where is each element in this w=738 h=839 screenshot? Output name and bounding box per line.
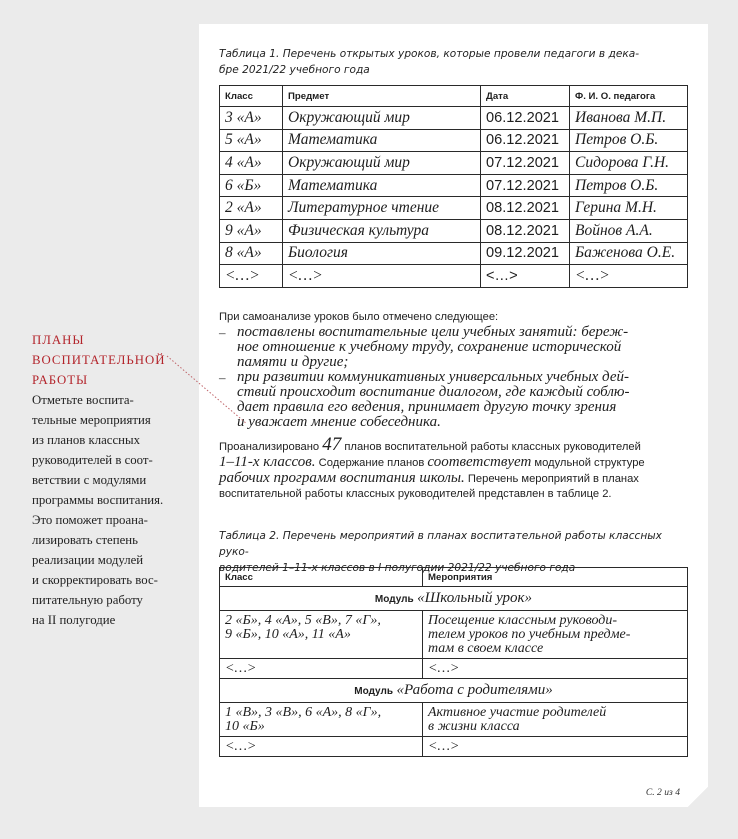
sidebar-title-line: ПЛАНЫ <box>32 333 85 347</box>
class-cell: 6 «Б» <box>220 174 283 197</box>
cell-line: Активное участие родителей <box>428 705 607 720</box>
summary-line: воспитательной работы классных руководителей представлен в таблице 2. <box>219 488 612 500</box>
sidebar-text-line: из планов классных <box>32 433 140 447</box>
sidebar-text-line: руководителей в соот- <box>32 453 153 467</box>
caption-line: водителей 1–11-х классов в I полугодии 2021/22 учебного года <box>219 562 576 574</box>
sidebar-title-line: ВОСПИТАТЕЛЬНОЙ <box>32 353 166 367</box>
list-item-line: – при развитии коммуникативных универсальных учебных дей- <box>237 369 629 385</box>
list-item-line: – поставлены воспитательные цели учебных занятий: береж- <box>237 324 629 340</box>
teacher-cell: Баженова О.Е. <box>570 242 688 265</box>
date-cell: 08.12.2021 <box>481 219 570 242</box>
class-cell: 2 «А» <box>220 197 283 220</box>
cell-line: 1 «В», 3 «В», 6 «А», 8 «Г», <box>225 705 382 720</box>
sidebar-text-line: питательную работу <box>32 593 143 607</box>
sidebar-text-line: на II полугодие <box>32 613 116 627</box>
list-item-line: дает правила его ведения, принимает другую точку зрения <box>237 399 617 415</box>
summary-text: Содержание планов <box>315 457 428 469</box>
class-cell: 9 «А» <box>220 219 283 242</box>
subject-cell: Математика <box>283 174 481 197</box>
subject-cell: Биология <box>283 242 481 265</box>
teacher-cell: Петров О.Б. <box>570 129 688 152</box>
column-header: Мероприятия <box>423 568 688 587</box>
sidebar-text-line: Это поможет проана- <box>32 513 148 527</box>
teacher-cell: Сидорова Г.Н. <box>570 152 688 175</box>
plans-count: 47 <box>322 434 342 455</box>
teacher-cell: Петров О.Б. <box>570 174 688 197</box>
class-cell: 4 «А» <box>220 152 283 175</box>
date-cell: 06.12.2021 <box>481 107 570 130</box>
ellipsis-cell: <…> <box>423 737 688 757</box>
summary-text: Проанализировано <box>219 441 323 453</box>
subject-cell: Окружающий мир <box>283 107 481 130</box>
teacher-cell: <…> <box>570 265 688 288</box>
column-header: Дата <box>481 86 570 107</box>
sidebar-title-line: РАБОТЫ <box>32 373 89 387</box>
cell-line: там в своем классе <box>428 641 544 656</box>
summary-emphasis: соответствует <box>427 454 532 470</box>
analysis-intro: При самоанализе уроков было отмечено следующее: <box>219 311 499 323</box>
subject-cell: Литературное чтение <box>283 197 481 220</box>
cell-line: в жизни класса <box>428 719 520 734</box>
summary-text: планов воспитательной работы классных руководителей <box>341 441 641 453</box>
cell-line: телем уроков по учебным предме- <box>428 627 631 642</box>
list-item-line: ствий происходит воспитание диалогом, где каждый соблю- <box>237 384 630 400</box>
sidebar-text-line: тельные мероприятия <box>32 413 151 427</box>
column-header: Ф. И. О. педагога <box>570 86 688 107</box>
cell-line: 9 «Б», 10 «А», 11 «А» <box>225 627 351 642</box>
class-cell: 3 «А» <box>220 107 283 130</box>
date-cell: 08.12.2021 <box>481 197 570 220</box>
page-number: С. 2 из 4 <box>645 787 680 798</box>
sidebar-text-line: лизировать степень <box>32 533 138 547</box>
caption-line: Таблица 2. Перечень мероприятий в планах воспитательной работы классных руко- <box>219 530 662 558</box>
summary-text: Перечень мероприятий в планах <box>464 473 639 485</box>
cell-line: 2 «Б», 4 «А», 5 «В», 7 «Г», <box>225 613 381 628</box>
sidebar-text-line: Отметьте воспита- <box>32 393 134 407</box>
subject-cell: <…> <box>283 265 481 288</box>
ellipsis-cell: <…> <box>220 659 423 679</box>
sidebar-text-line: и скорректировать вос- <box>32 573 158 587</box>
caption-line: Таблица 1. Перечень открытых уроков, которые провели педагоги в дека- <box>219 48 640 60</box>
column-header: Класс <box>220 86 283 107</box>
module-label: Модуль <box>354 685 393 697</box>
date-cell: 06.12.2021 <box>481 129 570 152</box>
teacher-cell: Иванова М.П. <box>570 107 688 130</box>
date-cell: 09.12.2021 <box>481 242 570 265</box>
list-item-line: ное отношение к учебному труду, сохранение исторической <box>237 339 622 355</box>
class-cell: <…> <box>220 265 283 288</box>
date-cell: <…> <box>481 265 570 288</box>
sidebar-text-line: ветствии с модулями <box>32 473 147 487</box>
subject-cell: Физическая культура <box>283 219 481 242</box>
subject-cell: Математика <box>283 129 481 152</box>
summary-text: модульной структуре <box>531 457 645 469</box>
cell-line: 10 «Б» <box>225 719 265 734</box>
subject-cell: Окружающий мир <box>283 152 481 175</box>
date-cell: 07.12.2021 <box>481 174 570 197</box>
cell-line: Посещение классным руководи- <box>428 613 618 628</box>
caption-line: бре 2021/22 учебного года <box>219 64 370 76</box>
module-name: «Работа с родителями» <box>396 681 553 698</box>
sidebar-text-line: реализации модулей <box>32 553 144 567</box>
summary-emphasis: рабочих программ воспитания школы. <box>219 470 465 486</box>
ellipsis-cell: <…> <box>423 659 688 679</box>
column-header: Класс <box>220 568 423 587</box>
sidebar-text-line: программы воспитания. <box>32 493 164 507</box>
teacher-cell: Герина М.Н. <box>570 197 688 220</box>
class-cell: 5 «А» <box>220 129 283 152</box>
column-header: Предмет <box>283 86 481 107</box>
date-cell: 07.12.2021 <box>481 152 570 175</box>
list-item-line: и уважает мнение собеседника. <box>237 414 441 430</box>
summary-emphasis: 1–11-х классов. <box>219 454 316 470</box>
ellipsis-cell: <…> <box>220 737 423 757</box>
module-label: Модуль <box>374 593 414 605</box>
teacher-cell: Войнов А.А. <box>570 219 688 242</box>
list-item-line: памяти и другие; <box>237 354 349 370</box>
module-name: «Школьный урок» <box>417 589 533 606</box>
class-cell: 8 «А» <box>220 242 283 265</box>
